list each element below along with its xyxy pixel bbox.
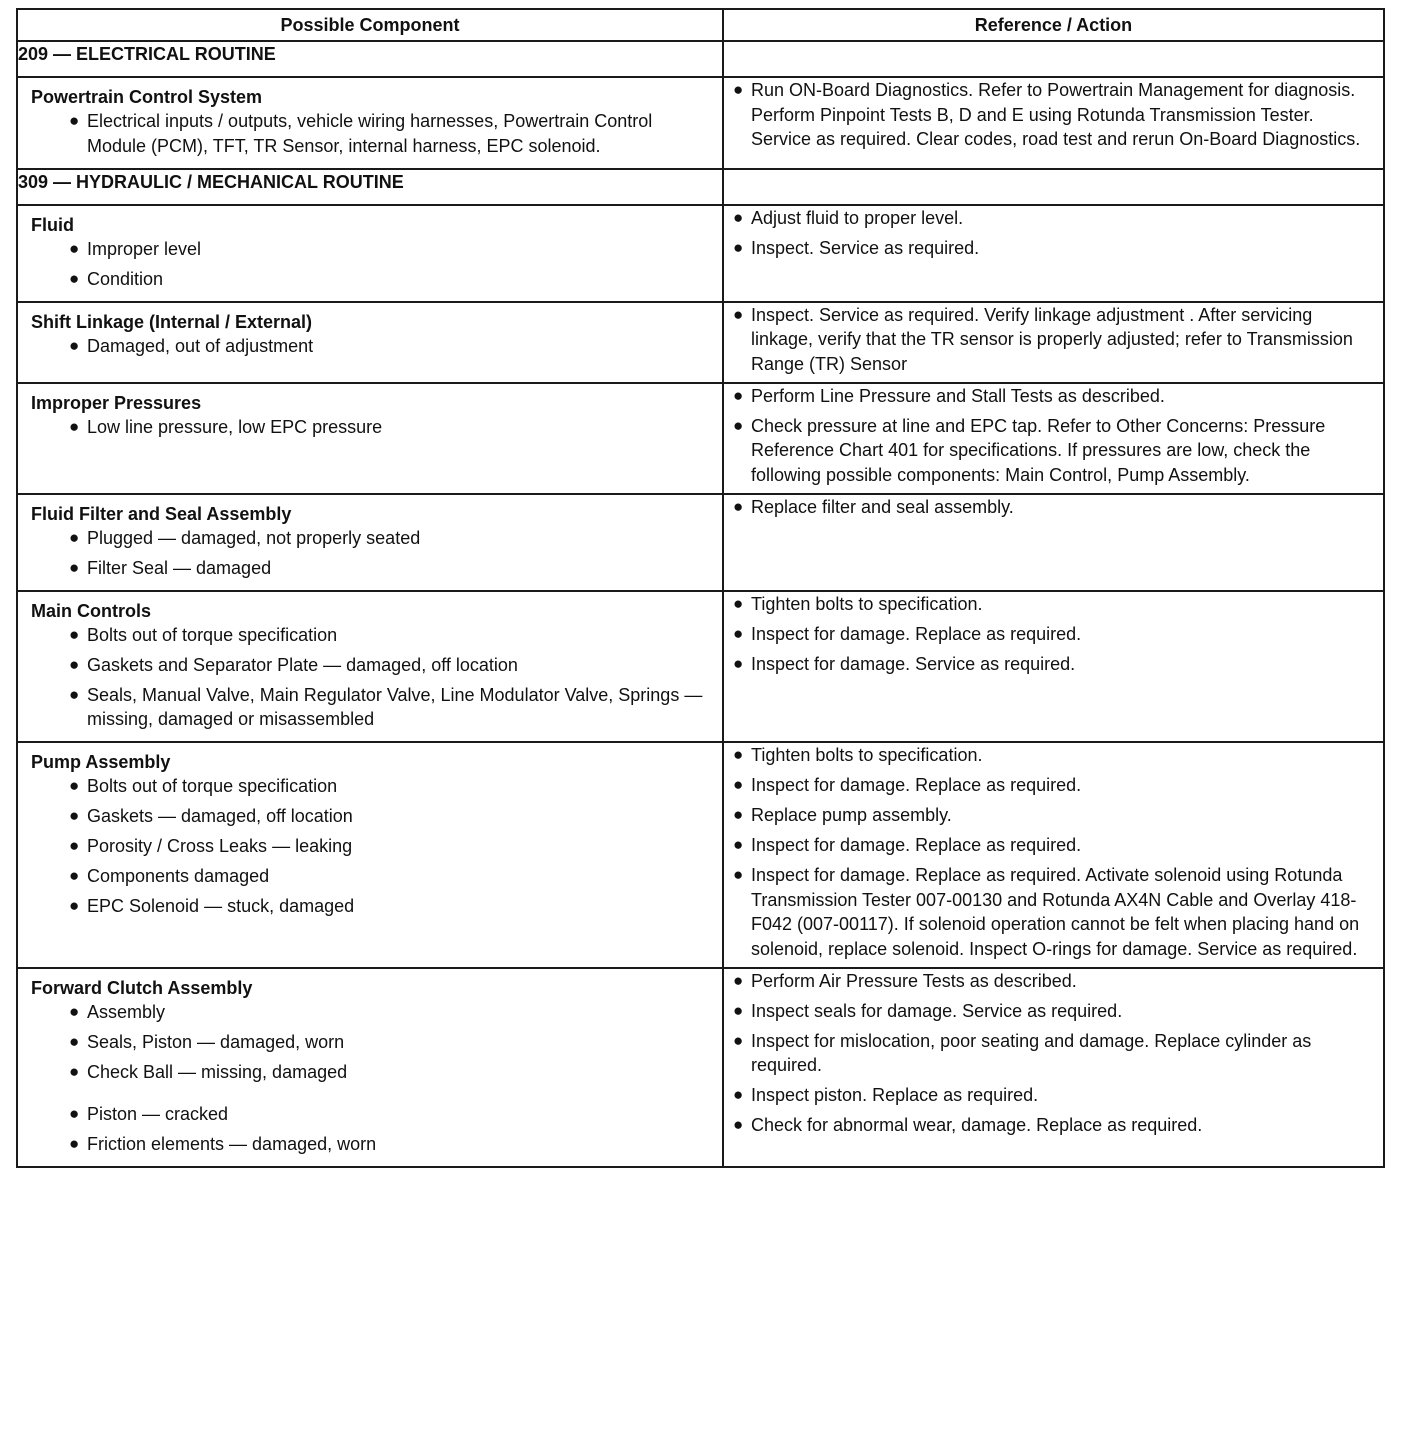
component-item: [18, 526, 722, 551]
action-text: Inspect. Service as required. Verify linkage adjustment . After servicing linkage, verify that the TR sensor is properly adjusted; refer to Transmission Range (TR) Sensor: [751, 304, 1353, 374]
action-text: Inspect for damage. Replace as required.: [751, 835, 1082, 855]
section-row: [17, 494, 1384, 591]
action-text: Check for abnormal wear, damage. Replace as required.: [751, 1115, 1203, 1135]
bullet-icon: ●: [733, 1030, 744, 1050]
action-cell: [723, 77, 1384, 169]
component-item: [18, 1000, 722, 1025]
section-title: Powertrain Control System: [31, 87, 263, 107]
bullet-icon: ●: [69, 1001, 80, 1021]
component-cell: [17, 968, 723, 1167]
routine-label: 309 — HYDRAULIC / MECHANICAL ROUTINE: [17, 169, 723, 205]
action-text: Tighten bolts to specification.: [751, 593, 983, 614]
section-row: [17, 968, 1384, 1167]
component-list: [18, 334, 722, 368]
section-title: Main Controls: [31, 600, 151, 621]
diagnostic-table: [16, 8, 1385, 1168]
action-cell: [723, 205, 1384, 302]
component-list: [18, 774, 722, 928]
action-cell: [723, 383, 1384, 494]
bullet-icon: ●: [733, 237, 744, 257]
action-item: [724, 652, 1383, 677]
bullet-icon: ●: [69, 238, 80, 258]
component-item: [18, 774, 722, 799]
action-cell: [723, 742, 1384, 968]
component-item: [18, 683, 722, 732]
component-item: [18, 237, 722, 262]
component-item: [18, 804, 722, 829]
bullet-icon: ●: [733, 970, 744, 990]
action-text: Inspect for damage. Replace as required. Activate solenoid using Rotunda Transmission Tester 007-00130 and Rotunda AX4N Cable and Overlay 418-F042 (007-00117). If solenoid operation cannot be felt when placing hand on solenoid, replace solenoid. Inspect O-rings for damage. Service as required.: [751, 865, 1360, 959]
component-text: Piston — cracked: [87, 1103, 229, 1124]
action-text: Inspect seals for damage. Service as required.: [751, 1000, 1123, 1021]
action-item: [724, 803, 1383, 828]
component-text: Plugged — damaged, not properly seated: [87, 527, 421, 548]
bullet-icon: ●: [69, 268, 80, 288]
section-title: Improper Pressures: [31, 392, 202, 413]
action-item: [724, 969, 1383, 994]
empty-cell: [723, 41, 1384, 77]
bullet-icon: ●: [733, 805, 744, 824]
component-item: [18, 1060, 722, 1085]
action-item: [724, 1029, 1383, 1078]
action-text: Tighten bolts to specification.: [751, 745, 983, 765]
action-cell: [723, 302, 1384, 383]
bullet-icon: ●: [733, 775, 744, 794]
bullet-icon: ●: [69, 1103, 80, 1123]
bullet-icon: ●: [733, 385, 744, 405]
component-cell: [17, 591, 723, 743]
component-text: Gaskets and Separator Plate — damaged, off location: [87, 654, 518, 675]
action-text: Check pressure at line and EPC tap. Refer to Other Concerns: Pressure Reference Chart 401 for specifications. If pressures are low, check the following possible components: Main Control, Pump Assembly.: [751, 415, 1326, 485]
section-title: Fluid Filter and Seal Assembly: [31, 503, 292, 524]
action-item: [724, 384, 1383, 409]
section-title: Shift Linkage (Internal / External): [31, 311, 313, 332]
component-text: Condition: [87, 268, 164, 289]
component-list: [18, 237, 722, 301]
action-item: [724, 773, 1383, 798]
section-row: [17, 742, 1384, 968]
bullet-icon: ●: [733, 1000, 744, 1020]
component-item: [18, 109, 722, 158]
bullet-icon: ●: [733, 80, 744, 99]
component-cell: [17, 77, 723, 169]
action-cell: [723, 591, 1384, 743]
action-column-header: Reference / Action: [723, 9, 1384, 41]
action-text: Inspect piston. Replace as required.: [751, 1085, 1039, 1105]
component-item: [18, 894, 722, 919]
routine-label: 209 — ELECTRICAL ROUTINE: [17, 41, 723, 77]
action-item: [724, 495, 1383, 520]
action-item: [724, 743, 1383, 768]
action-item: [724, 414, 1383, 488]
component-text: Bolts out of torque specification: [87, 624, 338, 645]
action-item: [724, 622, 1383, 647]
section-row: [17, 591, 1384, 743]
action-item: [724, 1113, 1383, 1138]
bullet-icon: ●: [69, 1133, 80, 1153]
component-item: [18, 556, 722, 581]
bullet-icon: ●: [69, 624, 80, 644]
component-text: Seals, Piston — damaged, worn: [87, 1031, 345, 1052]
action-text: Inspect for damage. Replace as required.: [751, 623, 1082, 644]
bullet-icon: ●: [69, 1061, 80, 1081]
component-text: Assembly: [87, 1001, 166, 1022]
bullet-icon: ●: [733, 593, 744, 613]
section-row: [17, 302, 1384, 383]
bullet-icon: ●: [69, 654, 80, 674]
component-text: Improper level: [87, 238, 202, 259]
component-cell: [17, 742, 723, 968]
component-text: Filter Seal — damaged: [87, 557, 272, 578]
action-item: [724, 303, 1383, 377]
section-title: Forward Clutch Assembly: [31, 977, 253, 998]
action-text: Perform Air Pressure Tests as described.: [751, 970, 1077, 991]
component-item: [18, 1102, 722, 1127]
section-row: [17, 77, 1384, 169]
bullet-icon: ●: [733, 835, 744, 854]
action-item: [724, 206, 1383, 231]
component-list: [18, 415, 722, 449]
bullet-icon: ●: [733, 653, 744, 673]
action-text: Replace pump assembly.: [751, 805, 952, 825]
action-text: Run ON-Board Diagnostics. Refer to Powertrain Management for diagnosis. Perform Pinpoint Tests B, D and E using Rotunda Transmission Tester. Service as required. Clear codes, road test and rerun On-Board Diagnostics.: [751, 80, 1361, 149]
routine-row-309: [17, 169, 1384, 205]
header-row: [17, 9, 1384, 41]
section-title: Pump Assembly: [31, 752, 171, 772]
bullet-icon: ●: [733, 415, 744, 435]
component-list: [18, 1000, 722, 1166]
action-item: [724, 863, 1383, 961]
bullet-icon: ●: [69, 416, 80, 436]
bullet-icon: ●: [69, 111, 80, 130]
action-text: Adjust fluid to proper level.: [751, 207, 964, 228]
component-item: [18, 653, 722, 678]
component-item: [18, 864, 722, 889]
action-text: Inspect. Service as required.: [751, 237, 980, 258]
bullet-icon: ●: [733, 623, 744, 643]
component-text: Damaged, out of adjustment: [87, 335, 314, 356]
component-text: Check Ball — missing, damaged: [87, 1061, 348, 1082]
action-item: [724, 1083, 1383, 1108]
action-text: Inspect for mislocation, poor seating and damage. Replace cylinder as required.: [751, 1030, 1312, 1075]
bullet-icon: ●: [69, 557, 80, 577]
bullet-icon: ●: [733, 865, 744, 884]
component-item: [18, 415, 722, 440]
action-item: [724, 999, 1383, 1024]
action-item: [724, 78, 1383, 152]
bullet-icon: ●: [69, 866, 80, 885]
section-row: [17, 383, 1384, 494]
bullet-icon: ●: [733, 745, 744, 764]
bullet-icon: ●: [733, 304, 744, 324]
component-text: EPC Solenoid — stuck, damaged: [87, 896, 355, 916]
routine-row-209: [17, 41, 1384, 77]
component-text: Porosity / Cross Leaks — leaking: [87, 836, 353, 856]
component-text: Low line pressure, low EPC pressure: [87, 416, 383, 437]
component-cell: [17, 494, 723, 591]
spacer: [18, 1090, 722, 1102]
bullet-icon: ●: [733, 207, 744, 227]
bullet-icon: ●: [69, 896, 80, 915]
empty-cell: [723, 169, 1384, 205]
action-item: [724, 592, 1383, 617]
component-list: [18, 109, 722, 168]
bullet-icon: ●: [69, 806, 80, 825]
component-list: [18, 526, 722, 590]
component-item: [18, 834, 722, 859]
component-text: Components damaged: [87, 866, 270, 886]
action-text: Inspect for damage. Service as required.: [751, 653, 1076, 674]
bullet-icon: ●: [69, 527, 80, 547]
component-text: Gaskets — damaged, off location: [87, 806, 353, 826]
section-title: Fluid: [31, 214, 74, 235]
component-item: [18, 267, 722, 292]
action-cell: [723, 968, 1384, 1167]
action-item: [724, 236, 1383, 261]
component-item: [18, 334, 722, 359]
component-cell: [17, 383, 723, 494]
action-cell: [723, 494, 1384, 591]
component-item: [18, 1030, 722, 1055]
action-item: [724, 833, 1383, 858]
bullet-icon: ●: [69, 776, 80, 795]
component-item: [18, 1132, 722, 1157]
bullet-icon: ●: [733, 496, 744, 516]
action-text: Inspect for damage. Replace as required.: [751, 775, 1082, 795]
bullet-icon: ●: [69, 1031, 80, 1051]
bullet-icon: ●: [69, 836, 80, 855]
component-text: Bolts out of torque specification: [87, 776, 338, 796]
component-text: Electrical inputs / outputs, vehicle wiring harnesses, Powertrain Control Module (PCM), TFT, TR Sensor, internal harness, EPC solenoid.: [87, 111, 653, 156]
bullet-icon: ●: [733, 1085, 744, 1104]
section-row: [17, 205, 1384, 302]
component-text: Friction elements — damaged, worn: [87, 1133, 377, 1154]
action-text: Perform Line Pressure and Stall Tests as described.: [751, 385, 1165, 406]
bullet-icon: ●: [733, 1115, 744, 1134]
component-item: [18, 623, 722, 648]
bullet-icon: ●: [69, 335, 80, 355]
action-text: Replace filter and seal assembly.: [751, 496, 1014, 517]
component-list: [18, 623, 722, 742]
component-column-header: Possible Component: [17, 9, 723, 41]
component-cell: [17, 302, 723, 383]
bullet-icon: ●: [69, 684, 80, 704]
component-cell: [17, 205, 723, 302]
component-text: Seals, Manual Valve, Main Regulator Valve, Line Modulator Valve, Springs — missing, damaged or misassembled: [87, 684, 703, 729]
